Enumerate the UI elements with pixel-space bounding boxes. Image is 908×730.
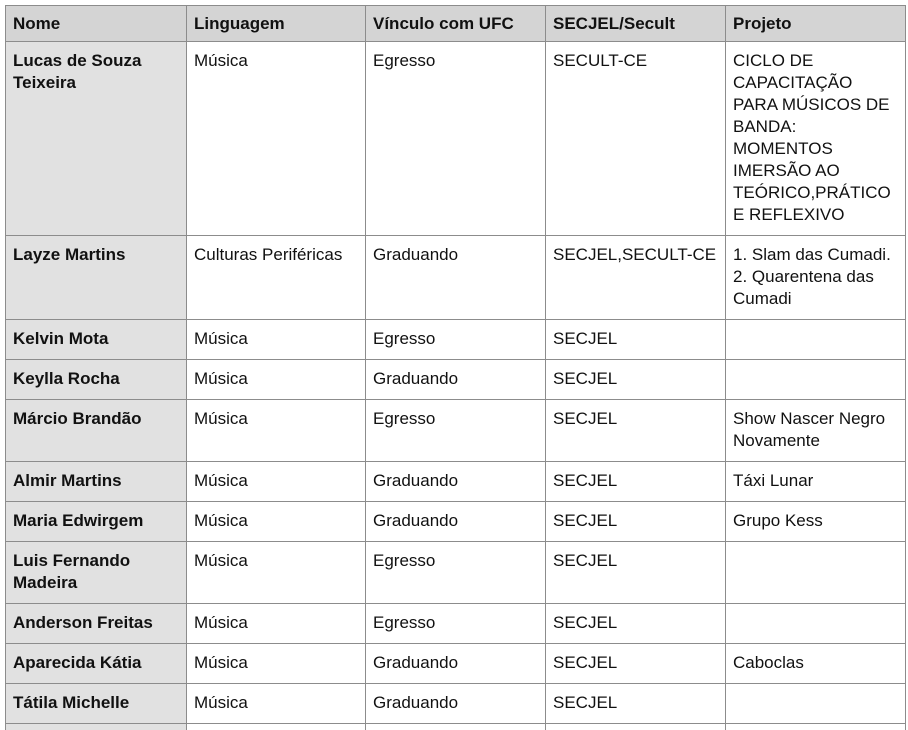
cell-linguagem: Música (187, 684, 366, 724)
cell-vinculo: Egresso (366, 320, 546, 360)
cell-nome: Kelvin Mota (6, 320, 187, 360)
cell-nome: Anderson Freitas (6, 604, 187, 644)
cell-projeto (726, 462, 906, 502)
cell-linguagem: Música (187, 360, 366, 400)
cell-projeto (726, 320, 906, 360)
cell-linguagem: Música (187, 320, 366, 360)
table-row (6, 320, 906, 360)
table-continuation-row (6, 724, 906, 730)
artists-table (5, 5, 906, 730)
cell-vinculo: Egresso (366, 400, 546, 462)
cell-nome: Keylla Rocha (6, 360, 187, 400)
table-body (6, 42, 906, 730)
table-row (6, 644, 906, 684)
cell-projeto (726, 502, 906, 542)
cell-vinculo: Graduando (366, 236, 546, 320)
projeto-line: CICLO DE CAPACITAÇÃO PARA MÚSICOS DE BANDA: MOMENTOS IMERSÃO AO TEÓRICO,PRÁTICO E REFLEXIVO (733, 50, 898, 226)
cell-projeto (726, 684, 906, 724)
cell-secjel-secult: SECJEL (546, 360, 726, 400)
cell-linguagem: Música (187, 502, 366, 542)
header-linguagem: Linguagem (187, 6, 366, 42)
cell-secjel-secult: SECJEL (546, 604, 726, 644)
continuation-cell (6, 724, 187, 730)
cell-linguagem: Música (187, 644, 366, 684)
cell-secjel-secult: SECJEL,SECULT-CE (546, 236, 726, 320)
cell-secjel-secult: SECJEL (546, 542, 726, 604)
cell-secjel-secult: SECJEL (546, 684, 726, 724)
cell-nome: Aparecida Kátia (6, 644, 187, 684)
header-vinculo: Vínculo com UFC (366, 6, 546, 42)
projeto-line: 2. Quarentena das Cumadi (733, 266, 898, 310)
cell-linguagem: Música (187, 542, 366, 604)
cell-vinculo: Graduando (366, 502, 546, 542)
table-row (6, 684, 906, 724)
cell-secjel-secult: SECJEL (546, 502, 726, 542)
cell-vinculo: Graduando (366, 462, 546, 502)
header-nome: Nome (6, 6, 187, 42)
projeto-line: Grupo Kess (733, 510, 898, 532)
cell-nome: Luis Fernando Madeira (6, 542, 187, 604)
cell-linguagem: Música (187, 604, 366, 644)
cell-projeto (726, 604, 906, 644)
cell-secjel-secult: SECJEL (546, 462, 726, 502)
table-row (6, 462, 906, 502)
cell-vinculo: Egresso (366, 604, 546, 644)
continuation-cell (726, 724, 906, 730)
cell-nome: Maria Edwirgem (6, 502, 187, 542)
cell-nome: Márcio Brandão (6, 400, 187, 462)
header-row (6, 6, 906, 42)
table-row (6, 236, 906, 320)
table-row (6, 400, 906, 462)
cell-projeto (726, 360, 906, 400)
continuation-cell (546, 724, 726, 730)
table-row (6, 502, 906, 542)
projeto-line: Show Nascer Negro Novamente (733, 408, 898, 452)
table-header (6, 6, 906, 42)
cell-vinculo: Graduando (366, 644, 546, 684)
cell-secjel-secult: SECJEL (546, 644, 726, 684)
cell-secjel-secult: SECULT-CE (546, 42, 726, 236)
cell-projeto (726, 644, 906, 684)
cell-secjel-secult: SECJEL (546, 320, 726, 360)
cell-nome: Tátila Michelle (6, 684, 187, 724)
cell-linguagem: Culturas Periféricas (187, 236, 366, 320)
projeto-line: Táxi Lunar (733, 470, 898, 492)
table-row (6, 542, 906, 604)
cell-nome: Layze Martins (6, 236, 187, 320)
cell-vinculo: Egresso (366, 42, 546, 236)
header-projeto: Projeto (726, 6, 906, 42)
cell-projeto (726, 542, 906, 604)
cell-secjel-secult: SECJEL (546, 400, 726, 462)
cell-vinculo: Graduando (366, 360, 546, 400)
table-row (6, 360, 906, 400)
cell-nome: Lucas de Souza Teixeira (6, 42, 187, 236)
cell-linguagem: Música (187, 462, 366, 502)
cell-nome: Almir Martins (6, 462, 187, 502)
cell-projeto (726, 236, 906, 320)
table-row (6, 604, 906, 644)
cell-vinculo: Egresso (366, 542, 546, 604)
projeto-line: Caboclas (733, 652, 898, 674)
header-secjel-secult: SECJEL/Secult (546, 6, 726, 42)
table-row (6, 42, 906, 236)
cell-vinculo: Graduando (366, 684, 546, 724)
cell-projeto (726, 400, 906, 462)
continuation-cell (366, 724, 546, 730)
cell-projeto (726, 42, 906, 236)
continuation-cell (187, 724, 366, 730)
projeto-line: 1. Slam das Cumadi. (733, 244, 898, 266)
cell-linguagem: Música (187, 400, 366, 462)
cell-linguagem: Música (187, 42, 366, 236)
